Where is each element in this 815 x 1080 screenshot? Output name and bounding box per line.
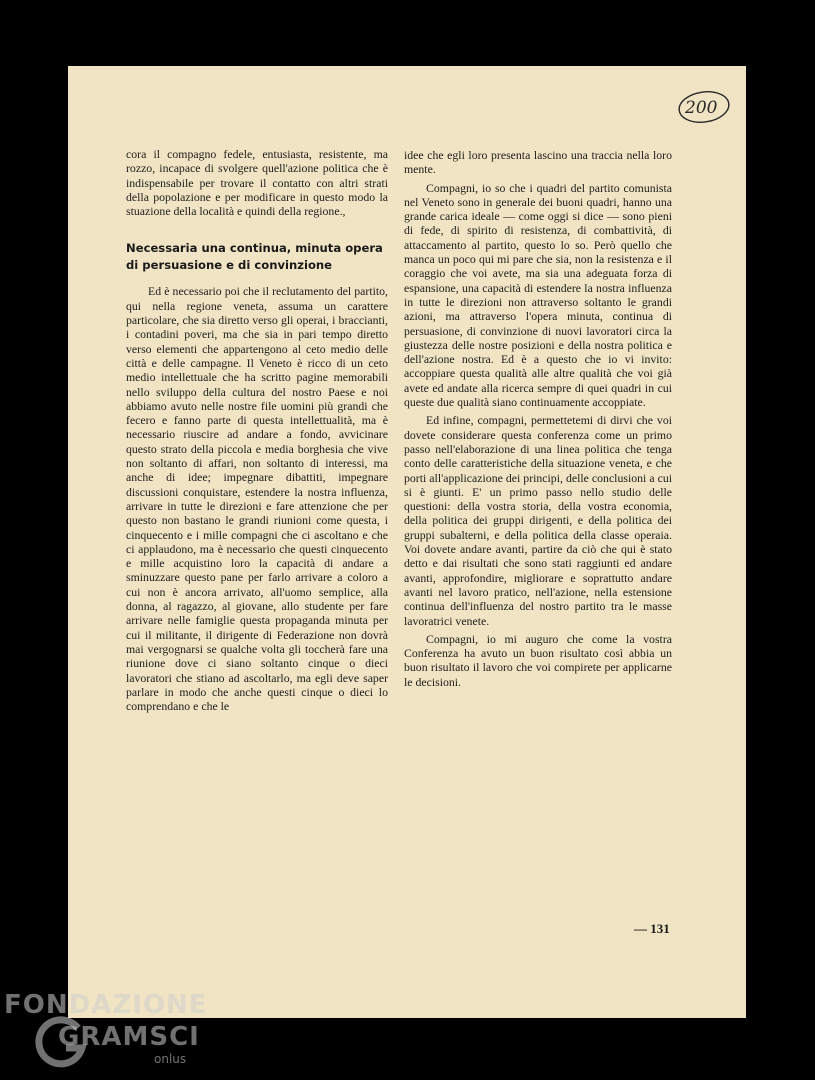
left-paragraph-1: cora il compagno fedele, entusiasta, resistente, ma rozzo, incapace di svolgere quell'azione politica che è indispensabile per trovare il contatto con altri strati della popolazione e per modificare in questo modo la stuazione della località e quindi della regione.,	[126, 147, 388, 219]
handwritten-page-note	[676, 88, 732, 126]
handwritten-number: 200	[685, 98, 718, 118]
right-paragraph-3: Ed infine, compagni, permettetemi di dirvi che voi dovete considerare questa conferenza come un primo passo nell'elaborazione di una linea politica che tenga conto delle caratteristiche della situazione veneta, e che porti all'applicazione dei principi, delle conclusioni a cui si è giunti. E' un primo passo nello studio delle questioni: della vostra storia, della vostra economia, della politica dei gruppi dirigenti, e della politica dei gruppi subalterni, e della politica della classe operaia. Voi dovete andare avanti, partire da ciò che qui è stato detto e dai risultati che sono stati raggiunti ed andare avanti, approfondire, migliorare e soprattutto andare avanti nel lavoro pratico, nell'azione, nella estensione continua dell'influenza del nostro partito tra le masse lavoratrici venete.	[404, 413, 672, 628]
right-paragraph-4: Compagni, io mi auguro che come la vostra Conferenza ha avuto un buon risultato così abbia un buon risultato il lavoro che voi compirete per applicarne le decisioni.	[404, 631, 672, 689]
left-paragraph-2: Ed è necessario poi che il reclutamento del partito, qui nella regione veneta, assuma un carattere particolare, che sia diretto verso gli operai, i braccianti, i contadini poveri, ma che sia in pari tempo diretto verso elementi che appartengono al ceto medio delle città e delle campagne. Il Veneto è ricco di un ceto medio intellettuale che ha scritto pagine memorabili nello sviluppo della cultura del nostro Paese e noi abbiamo avuto nelle nostre file uomini più grandi che fecero e fanno parte di questa intellettualità, ma è necessario riuscire ad andare a fondo, avvicinare questo strato della piccola e media borghesia che vive non soltanto di affari, non soltanto di interessi, ma anche di idee; impegnare dibattiti, impegnare discussioni conquistare, estendere la nostra influenza, arrivare in tutte le direzioni e fare attenzione che per questo non bastano le grandi riunioni come questa, i cinquecento e i mille compagni che ci ascoltano e che ci applaudono, ma è necessario che questi cinquecento e mille acquistino loro la capacità di andare a sminuzzare questo pane per farlo arrivare a coloro a cui non è ancora arrivato, all'uomo semplice, alla donna, al ragazzo, al giovane, allo studente per fare arrivare nelle famiglie questa propaganda minuta per cui il militante, il dirigente di Federazione non dovrà mai vergognarsi se qualche volta gli toccherà fare una riunione dove ci siano soltanto cinque o dieci lavoratori che stiano ad ascoltarlo, ma egli deve saper parlare in modo che anche questi cinque o dieci lo comprendano e che le	[126, 284, 388, 714]
watermark-line1: FONDAZIONE	[4, 990, 208, 1020]
document-page	[68, 66, 746, 1018]
right-column	[404, 148, 672, 689]
right-paragraph-2: Compagni, io so che i quadri del partito comunista nel Veneto sono in generale dei buoni quadri, hanno una grande carica ideale — come oggi si dice — sono pieni di fede, di spirito di resistenza, di combattività, di attaccamento al partito, questo lo so. Però quello che manca un poco qui mi pare che sia, non la resistenza e il coraggio che voi avete, ma sia una adeguata forza di espansione, una capacità di estendere la nostra influenza in tutte le direzioni non attraverso soltanto le grandi azioni, ma attraverso l'opera minuta, continua di persuasione, di convinzione di nuovi lavoratori circa la giustezza delle nostre posizioni e della nostra politica e dell'azione nostra. Ed è a questo che io vi invito: accoppiare questa qualità alle altre qualità che voi già avete ed andate alla ricerca sempre di quei quadri in cui queste due qualità siano continuamente accoppiate.	[404, 180, 672, 410]
fondazione-gramsci-watermark	[4, 990, 208, 1072]
right-paragraph-1: idee che egli loro presenta lascino una traccia nella loro mente.	[404, 148, 672, 177]
watermark-line3: onlus	[154, 1052, 187, 1066]
page-number: — 131	[634, 921, 670, 936]
left-column	[126, 147, 388, 713]
section-heading: Necessaria una continua, minuta opera di persuasione e di convinzione	[126, 241, 383, 273]
watermark-line2: GRAMSCI	[58, 1022, 200, 1052]
